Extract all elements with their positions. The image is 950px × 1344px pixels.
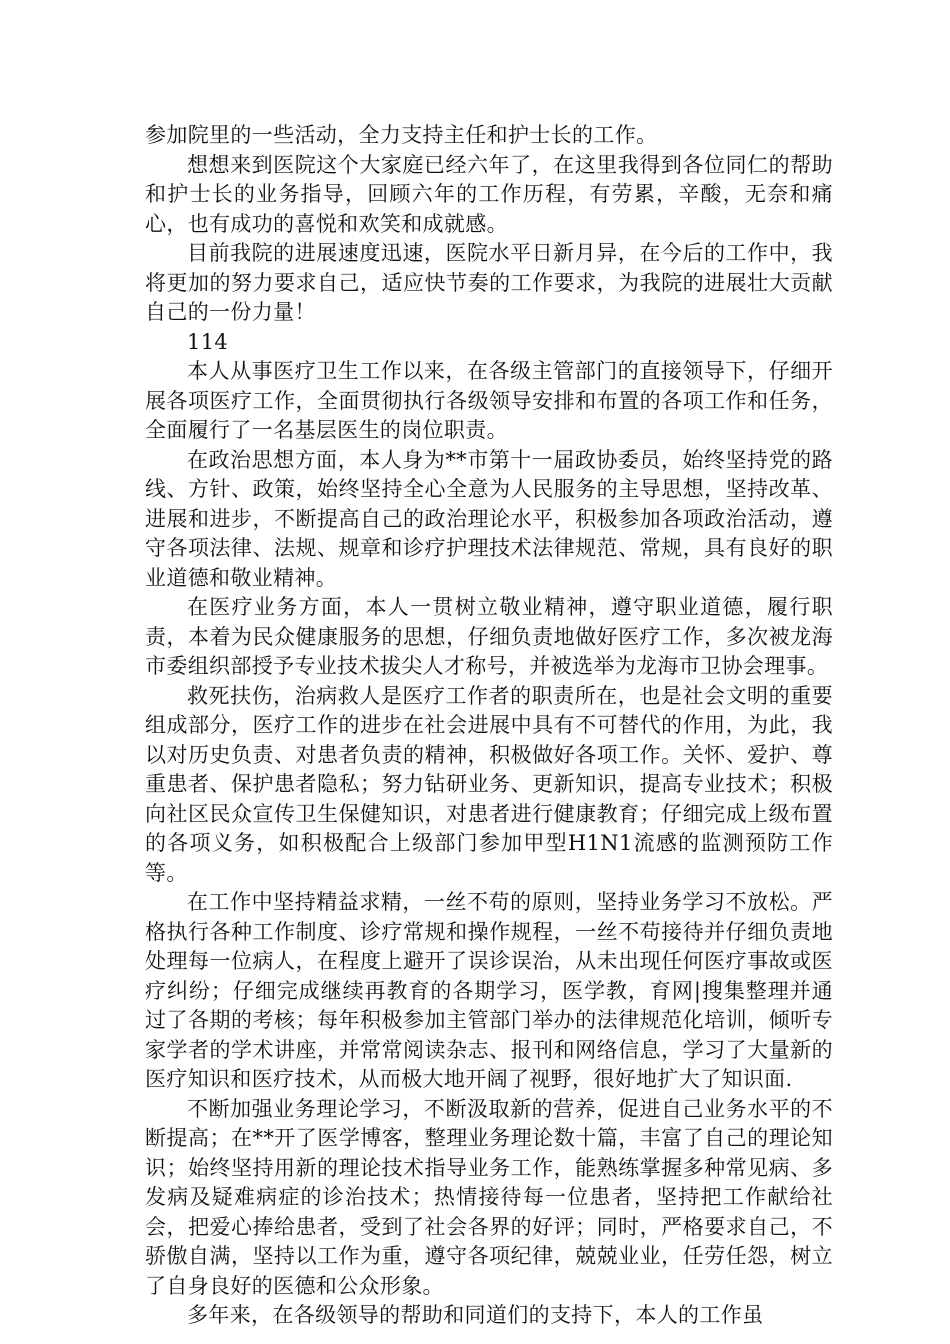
paragraph-2: 想想来到医院这个大家庭已经六年了，在这里我得到各位同仁的帮助和护士长的业务指导，回顾六年的工作历程，有劳累，辛酸，无奈和痛心，也有成功的喜悦和欢笑和成就感。 — [145, 152, 833, 236]
paragraph-1: 参加院里的一些活动，全力支持主任和护士长的工作。 — [145, 123, 658, 147]
paragraph-3: 目前我院的进展速度迅速，医院水平日新月异，在今后的工作中，我将更加的努力要求自己，适应快节奏的工作要求，为我院的进展壮大贡献自己的一份力量！ — [145, 241, 833, 324]
document-body — [145, 121, 833, 1331]
paragraph-6: 在政治思想方面，本人身为**市第十一届政协委员，始终坚持党的路线、方针、政策，始终坚持全心全意为人民服务的主导思想，坚持改革、进展和进步，不断提高自己的政治理论水平，积极参加各项政治活动，遵守各项法律、法规、规章和诊疗护理技术法律规范、常规，具有良好的职业道德和敬业精神。 — [145, 447, 833, 590]
paragraph-5: 本人从事医疗卫生工作以来，在各级主管部门的直接领导下，仔细开展各项医疗工作，全面贯彻执行各级领导安排和布置的各项工作和任务，全面履行了一名基层医生的岗位职责。 — [145, 359, 833, 442]
paragraph-7: 在医疗业务方面，本人一贯树立敬业精神，遵守职业道德，履行职责，本着为民众健康服务的思想，仔细负责地做好医疗工作，多次被龙海市委组织部授予专业技术拔尖人才称号，并被选举为龙海市卫协会理事。 — [145, 595, 833, 678]
section-number: 114 — [187, 329, 229, 354]
paragraph-9: 在工作中坚持精益求精，一丝不苟的原则，坚持业务学习不放松。严格执行各种工作制度、诊疗常规和操作规程，一丝不苟接待并仔细负责地处理每一位病人，在程度上避开了误诊误治，从未出现任何医疗事故或医疗纠纷；仔细完成继续再教育的各期学习，医学教，育网|搜集整理并通过了各期的考核；每年积极参加主管部门举办的法律规范化培训，倾听专家学者的学术讲座，并常常阅读杂志、报刊和网络信息，学习了大量新的医疗知识和医疗技术，从而极大地开阔了视野，很好地扩大了知识面. — [145, 890, 833, 1091]
paragraph-11: 多年来，在各级领导的帮助和同道们的支持下，本人的工作虽 — [187, 1303, 764, 1327]
paragraph-10: 不断加强业务理论学习，不断汲取新的营养，促进自己业务水平的不断提高；在**开了医学博客，整理业务理论数十篇，丰富了自己的理论知识；始终坚持用新的理论技术指导业务工作，能熟练掌握多种常见病、多发病及疑难病症的诊治技术；热情接待每一位患者，坚持把工作献给社会，把爱心捧给患者，受到了社会各界的好评；同时，严格要求自己，不骄傲自满，坚持以工作为重，遵守各项纪律，兢兢业业，任劳任怨，树立了自身良好的医德和公众形象。 — [145, 1096, 833, 1298]
paragraph-8: 救死扶伤，治病救人是医疗工作者的职责所在，也是社会文明的重要组成部分，医疗工作的进步在社会进展中具有不可替代的作用，为此，我以对历史负责、对患者负责的精神，积极做好各项工作。关怀、爱护、尊重患者、保护患者隐私；努力钻研业务、更新知识，提高专业技术；积极向社区民众宣传卫生保健知识，对患者进行健康教育；仔细完成上级布置的各项义务，如积极配合上级部门参加甲型H1N1流感的监测预防工作等。 — [145, 683, 833, 885]
